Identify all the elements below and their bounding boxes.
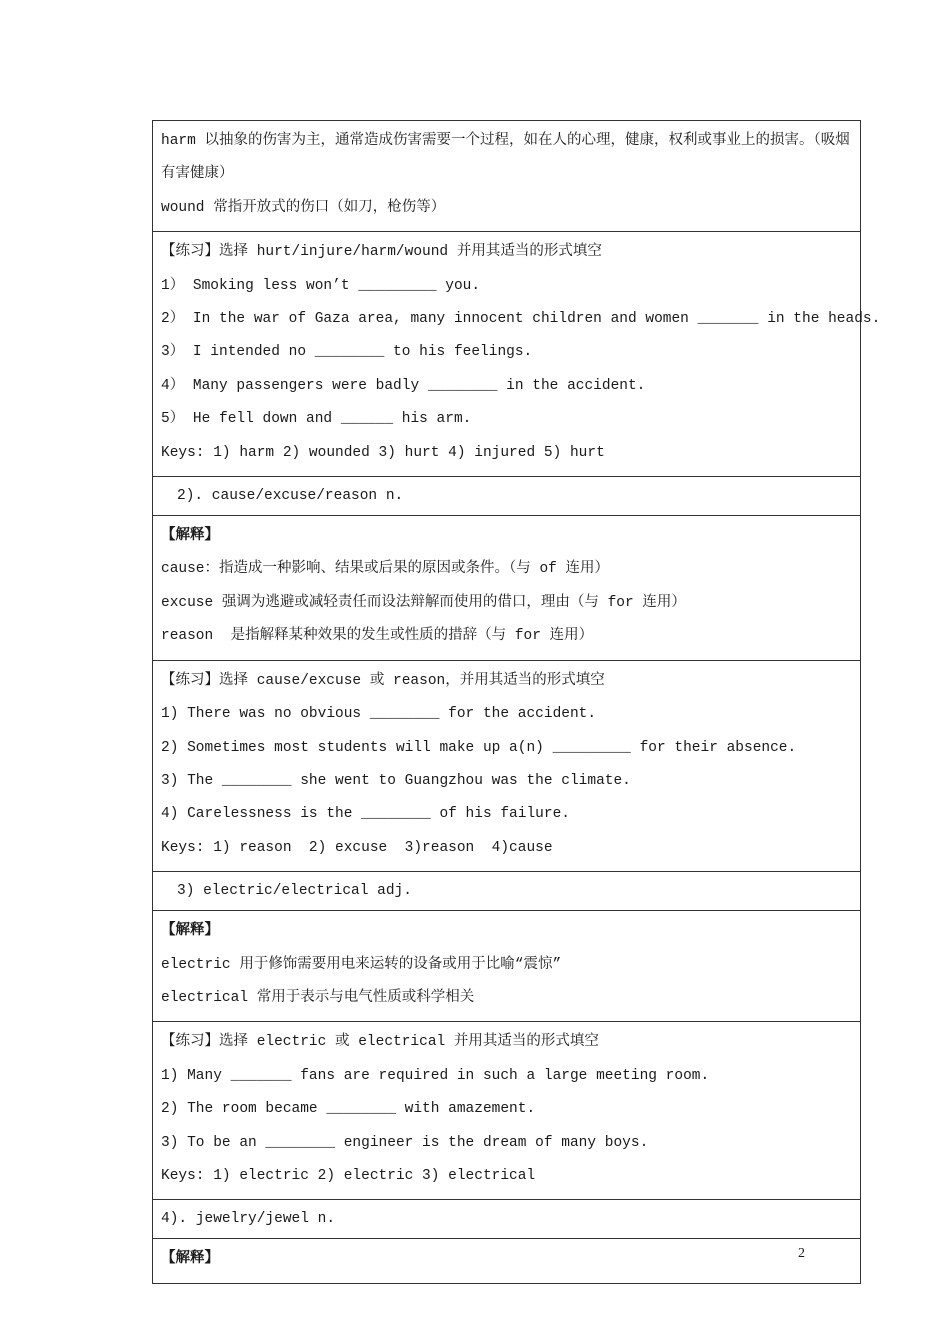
text-line: electrical 常用于表示与电气性质或科学相关 [161,989,475,1006]
section-heading: 4). jewelry/jewel n. [161,1211,336,1228]
exercise-item: 4) Carelessness is the ________ of his failure. [161,806,570,823]
explanation-label: 【解释】 [161,923,219,940]
exercise-item: 3) The ________ she went to Guangzhou was the climate. [161,772,631,789]
exercise-item: 2） In the war of Gaza area, many innocent children and women _______ in the heads. [161,311,881,328]
exercise-item: 1) Many _______ fans are required in such a large meeting room. [161,1067,710,1084]
exercise-instruction: 【练习】选择 cause/excuse 或 reason，并用其适当的形式填空 [161,672,605,689]
exercise-electric-electrical [153,1021,860,1199]
exercise-item: 4） Many passengers were badly ________ in the accident. [161,377,646,394]
answer-keys: Keys: 1) reason 2) excuse 3)reason 4)cause [161,839,553,856]
exercise-item: 1) There was no obvious ________ for the accident. [161,706,597,723]
section-heading-jewelry-jewel [153,1199,860,1238]
section-heading: 2). cause/excuse/reason n. [177,488,404,505]
section-heading: 3) electric/electrical adj. [177,883,412,900]
exercise-instruction: 【练习】选择 hurt/injure/harm/wound 并用其适当的形式填空 [161,244,602,261]
text-line: electric 用于修饰需要用电来运转的设备或用于比喻“震惊” [161,956,562,973]
exercise-item: 3） I intended no ________ to his feelings. [161,344,533,361]
text-line: harm 以抽象的伤害为主，通常造成伤害需要一个过程，如在人的心理，健康，权利或事业上的损害。（吸烟有害健康） [161,133,850,183]
electric-electrical-explanation [153,910,860,1021]
exercise-instruction: 【练习】选择 electric 或 electrical 并用其适当的形式填空 [161,1034,599,1051]
exercise-item: 5） He fell down and ______ his arm. [161,411,472,428]
text-line: excuse 强调为逃避或减轻责任而设法辩解而使用的借口，理由（与 for 连用） [161,594,686,611]
cause-excuse-reason-explanation [153,515,860,660]
exercise-item: 1） Smoking less won’t _________ you. [161,277,481,294]
text-line: wound 常指开放式的伤口（如刀，枪伤等） [161,199,446,216]
jewelry-jewel-explanation [153,1238,860,1282]
exercise-item: 3) To be an ________ engineer is the dream of many boys. [161,1134,649,1151]
exercise-item: 2) The room became ________ with amazement. [161,1101,536,1118]
text-line: cause：指造成一种影响、结果或后果的原因或条件。（与 of 连用） [161,561,610,578]
exercise-item: 2) Sometimes most students will make up a(n) _________ for their absence. [161,739,797,756]
document-table [152,120,881,1284]
explanation-label: 【解释】 [161,528,219,545]
exercise-cause-excuse-reason [153,660,860,871]
text-line: reason 是指解释某种效果的发生或性质的措辞（与 for 连用） [161,628,594,645]
harm-wound-explanation [153,121,860,231]
page-number: 2 [798,1246,805,1261]
explanation-label: 【解释】 [161,1251,219,1268]
answer-keys: Keys: 1) harm 2) wounded 3) hurt 4) injured 5) hurt [161,444,605,461]
section-heading-cause-excuse-reason [153,476,860,515]
section-heading-electric-electrical [153,871,860,910]
exercise-hurt-injure-harm-wound [153,231,881,476]
answer-keys: Keys: 1) electric 2) electric 3) electrical [161,1167,536,1184]
